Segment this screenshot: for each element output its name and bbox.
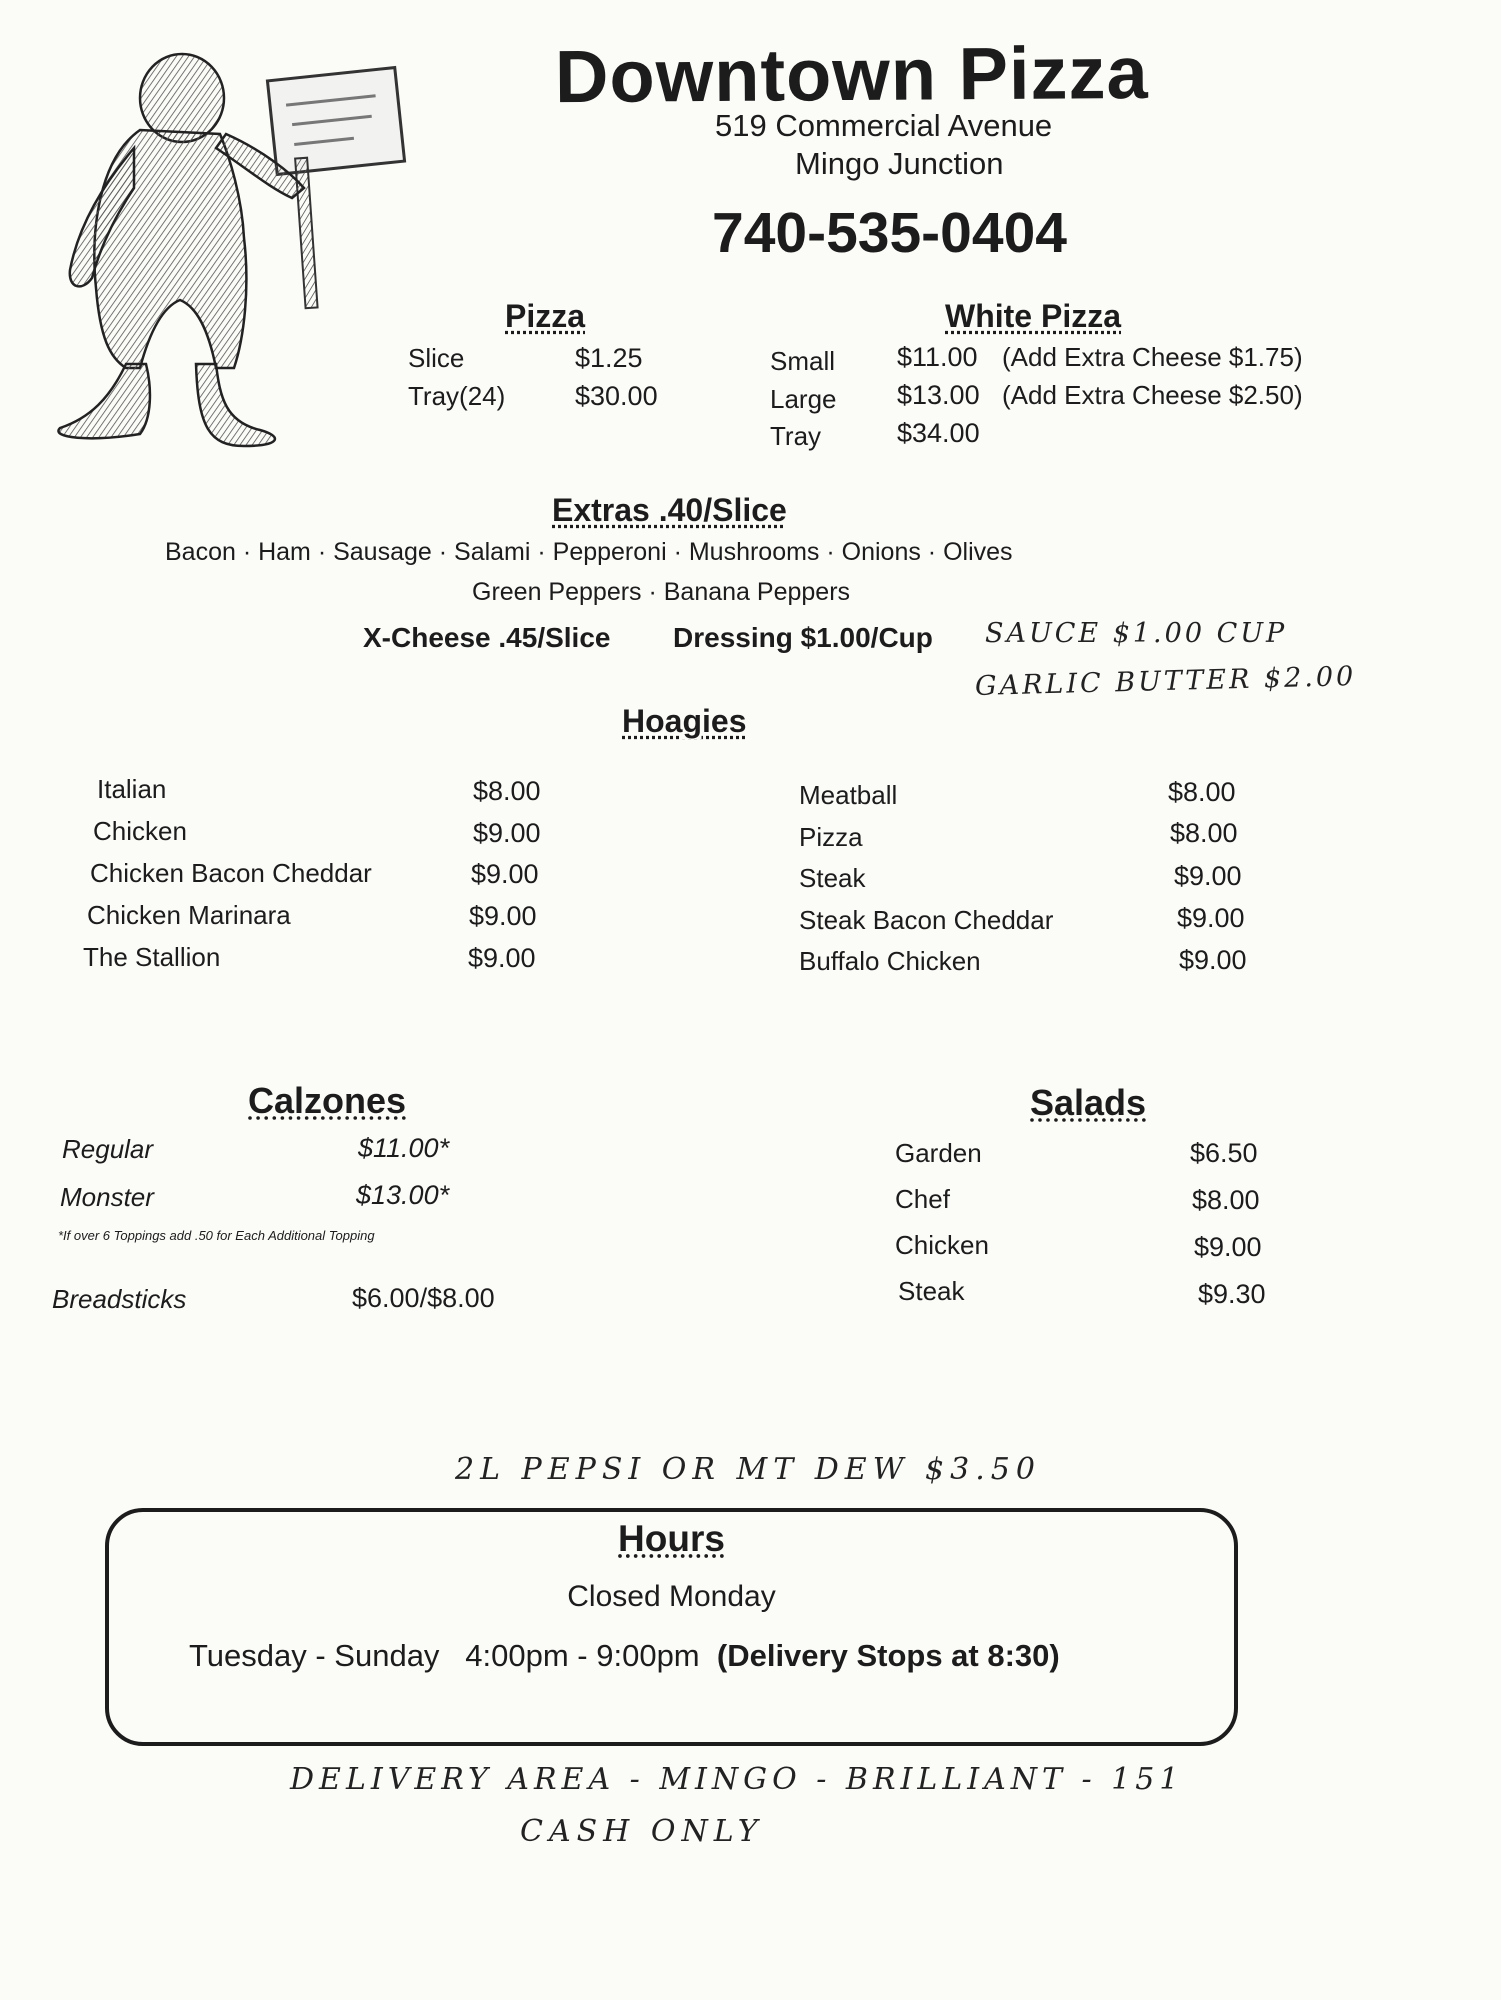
- extra-cheese-price: X-Cheese .45/Slice: [363, 622, 611, 653]
- white-pizza-item-note: (Add Extra Cheese $2.50): [1002, 380, 1303, 410]
- hours-times: 4:00pm - 9:00pm: [465, 1638, 700, 1673]
- pizza-item-price: $1.25: [575, 343, 643, 373]
- breadsticks-name: Breadsticks: [52, 1284, 187, 1314]
- hoagie-price: $9.00: [1179, 945, 1247, 975]
- hoagie-price: $9.00: [1174, 861, 1242, 891]
- calzone-name: Monster: [60, 1182, 154, 1212]
- hours-closed-day: Closed Monday: [567, 1580, 776, 1613]
- hoagie-name: Chicken: [93, 816, 187, 846]
- hoagie-name: Steak: [799, 863, 866, 893]
- dressing-price: Dressing $1.00/Cup: [673, 622, 933, 653]
- white-pizza-item-price: $34.00: [897, 418, 980, 448]
- hoagie-price: $9.00: [469, 901, 537, 931]
- hoagie-name: Buffalo Chicken: [799, 946, 981, 976]
- restaurant-name: Downtown Pizza: [554, 30, 1149, 119]
- extras-toppings-line: Bacon · Ham · Sausage · Salami · Pepperoni · Mushrooms · Onions · Olives: [165, 538, 1013, 566]
- white-pizza-item-price: $13.00: [897, 380, 980, 410]
- salad-price: $6.50: [1190, 1138, 1258, 1168]
- hoagies-heading: Hoagies: [622, 703, 747, 739]
- calzone-name: Regular: [62, 1134, 154, 1164]
- pizza-item-price: $30.00: [575, 381, 658, 411]
- hoagie-name: Italian: [97, 774, 167, 804]
- handwritten-garlic-butter-price: GARLIC BUTTER $2.00: [974, 661, 1357, 702]
- handwritten-payment-note: CASH ONLY: [520, 1814, 764, 1849]
- calzone-toppings-footnote: *If over 6 Toppings add .50 for Each Additional Topping: [58, 1228, 375, 1243]
- salad-price: $9.00: [1194, 1232, 1262, 1262]
- hoagie-price: $9.00: [473, 818, 541, 848]
- hours-heading: Hours: [618, 1518, 725, 1559]
- pizza-item-name: Slice: [408, 343, 465, 373]
- calzone-price: $11.00*: [358, 1133, 450, 1163]
- hours-schedule: [189, 1638, 1060, 1674]
- hours-days: Tuesday - Sunday: [189, 1638, 440, 1673]
- hoagie-price: $9.00: [1177, 903, 1245, 933]
- hoagie-name: Steak Bacon Cheddar: [799, 905, 1054, 935]
- breadsticks-price: $6.00/$8.00: [352, 1283, 495, 1313]
- pizza-heading: Pizza: [505, 298, 586, 334]
- extras-toppings-line: Green Peppers · Banana Peppers: [472, 578, 851, 606]
- salad-name: Garden: [895, 1138, 982, 1168]
- hoagie-price: $8.00: [1168, 777, 1236, 807]
- handwritten-delivery-area: DELIVERY AREA - MINGO - BRILLIANT - 151: [290, 1762, 1184, 1797]
- pizza-item-name: Tray(24): [408, 381, 506, 411]
- hoagie-name: Chicken Marinara: [87, 900, 291, 930]
- hours-delivery-stop: (Delivery Stops at 8:30): [716, 1638, 1060, 1673]
- salad-name: Steak: [898, 1276, 965, 1306]
- bigfoot-mascot-illustration: [30, 38, 410, 458]
- white-pizza-item-name: Tray: [770, 421, 822, 451]
- hoagie-name: Meatball: [799, 780, 898, 810]
- calzones-heading: Calzones: [248, 1080, 407, 1121]
- city: Mingo Junction: [795, 146, 1004, 181]
- white-pizza-item-name: Small: [770, 346, 836, 376]
- handwritten-drinks-price: 2L PEPSI OR MT DEW $3.50: [455, 1452, 1041, 1487]
- hoagie-price: $9.00: [468, 943, 536, 973]
- white-pizza-item-note: (Add Extra Cheese $1.75): [1002, 342, 1303, 372]
- hoagie-price: $8.00: [1170, 818, 1238, 848]
- calzone-price: $13.00*: [356, 1180, 450, 1210]
- salads-heading: Salads: [1030, 1082, 1147, 1123]
- salad-name: Chef: [895, 1184, 950, 1214]
- hoagie-name: Pizza: [799, 822, 863, 852]
- handwritten-sauce-price: SAUCE $1.00 CUP: [985, 618, 1288, 649]
- hoagie-name: Chicken Bacon Cheddar: [90, 858, 372, 888]
- extras-heading: Extras .40/Slice: [552, 492, 787, 528]
- salad-price: $9.30: [1198, 1279, 1266, 1309]
- hoagie-name: The Stallion: [83, 942, 221, 972]
- salad-price: $8.00: [1192, 1185, 1260, 1215]
- salad-name: Chicken: [895, 1230, 989, 1260]
- white-pizza-item-name: Large: [770, 384, 837, 414]
- hoagie-price: $8.00: [473, 776, 541, 806]
- white-pizza-heading: White Pizza: [945, 298, 1122, 334]
- hours-box: [105, 1508, 1238, 1746]
- address: 519 Commercial Avenue: [715, 108, 1053, 143]
- phone-number: 740-535-0404: [712, 201, 1067, 265]
- hoagie-price: $9.00: [471, 859, 539, 889]
- white-pizza-item-price: $11.00: [897, 342, 978, 372]
